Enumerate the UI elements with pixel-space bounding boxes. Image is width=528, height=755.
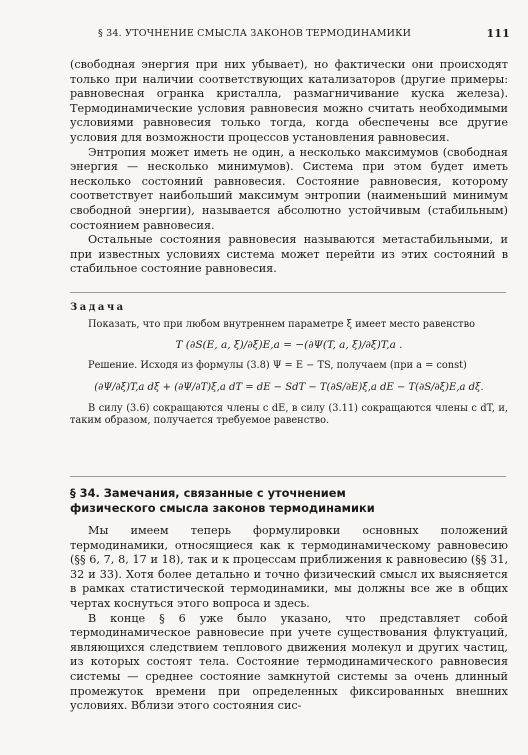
problem-equation: T (∂S(E, a, ξ)/∂ξ)E,a = −(∂Ψ(T, a, ξ)/∂ξ)T,a .: [175, 338, 403, 351]
running-head-title: § 34. УТОЧНЕНИЕ СМЫСЛА ЗАКОНОВ ТЕРМОДИНАМИКИ: [98, 28, 412, 39]
paragraph-3: Остальные состояния равновесия называются метастабильными, и при известных условиях система может перейти из этих состояний в стабильное состояние равновесия.: [70, 233, 508, 276]
divider-bottom: [70, 476, 506, 477]
section-heading: [70, 486, 508, 516]
section-paragraph-1: Мы имеем теперь формулировки основных положений термодинамики, относящиеся как к термодинамическому равновесию (§§ 6, 7, 8, 17 и 18), так и к процессам приближения к равновесию (§§ 31, 32 и 33). Хотя более детально и точно физический смысл их выясняется в рамках статистической термодинамики, мы должны все же в общих чертах коснуться этого вопроса и здесь.: [70, 524, 508, 610]
solution-equation: (∂Ψ/∂ξ)T,a dξ + (∂Ψ/∂T)ξ,a dT = dE − SdT − T(∂S/∂E)ξ,a dE − T(∂S/∂ξ)E,a dξ.: [94, 381, 484, 393]
problem-statement: Показать, что при любом внутреннем параметре ξ имеет место равенство: [88, 319, 476, 330]
main-text: [70, 58, 508, 277]
problem-block: [70, 302, 508, 428]
paragraph-1: (свободная энергия при них убывает), но фактически они происходят только при наличии соответствующих катализаторов (другие примеры: равновесная огранка кристалла, размагничивание куска железа). Термодинамические условия равновесия можно считать необходимыми условиями равновесия только тогда, когда обеспечены все другие условия для возможности процессов установления равновесия.: [70, 58, 508, 144]
section-title-line-2: физического смысла законов термодинамики: [70, 501, 375, 515]
page-number: 111: [486, 27, 510, 40]
section-paragraph-2: В конце § 6 уже было указано, что представляет собой термодинамическое равновесие при учете существования флуктуаций, являющихся следствием теплового движения молекул и других частиц, из которых состоят тела. Состояние термодинамического равновесия системы — среднее состояние замкнутой системы за очень длинный промежуток времени при определенных фиксированных внешних условиях. Вблизи этого состояния сис-: [70, 611, 508, 713]
paragraph-2: Энтропия может иметь не один, а несколько максимумов (свободная энергия — несколько минимумов). Система при этом будет иметь несколько состояний равновесия. Состояние равновесия, которому соответствует наибольший максимум энтропии (наименьший минимум свободной энергии), называется абсолютно устойчивым (стабильным) состоянием равновесия.: [70, 145, 508, 232]
solution-conclusion: В силу (3.6) сокращаются члены с dE, в силу (3.11) сокращаются члены с dT, и, таким образом, получается требуемое равенство.: [70, 402, 508, 427]
solution-intro: Решение. Исходя из формулы (3.8) Ψ = E − TS, получаем (при a = const): [88, 359, 467, 371]
section-text: [70, 524, 508, 714]
problem-heading: Задача: [70, 302, 126, 313]
divider-top: [70, 292, 506, 293]
section-title-line-1: § 34. Замечания, связанные с уточнением: [70, 486, 346, 500]
